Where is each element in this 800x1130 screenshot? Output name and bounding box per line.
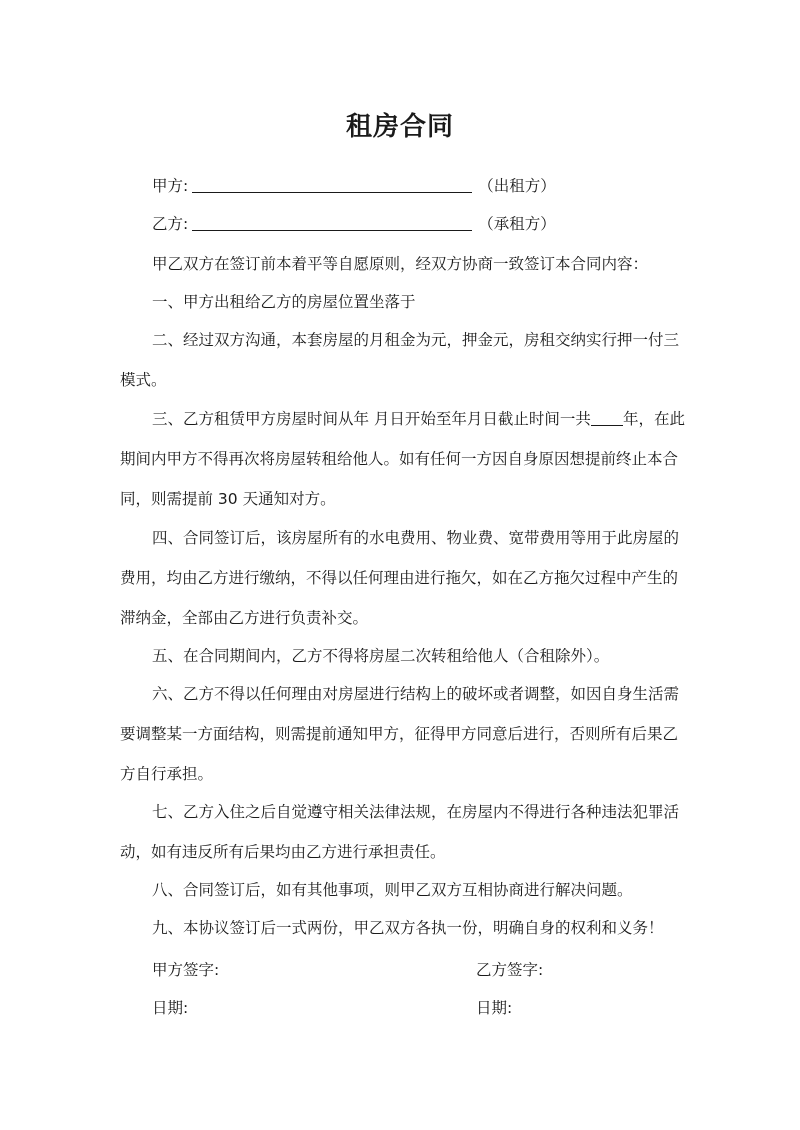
clause-5: 五、在合同期间内，乙方不得将房屋二次转租给他人（合租除外）。 [152,647,610,665]
party-a-blank [192,174,472,193]
party-a-date-label: 日期: [152,999,189,1017]
clause-1: 一、甲方出租给乙方的房屋位置坐落于 [152,293,416,311]
party-a-role: （出租方） [478,177,556,195]
clause-7: 七、乙方入住之后自觉遵守相关法律法规，在房屋内不得进行各种违法犯罪活动，如有违反所有后果均由乙方进行承担责任。 [120,803,680,861]
clause-4: 四、合同签订后，该房屋所有的水电费用、物业费、宽带费用等用于此房屋的费用，均由乙方进行缴纳，不得以任何理由进行拖欠，如在乙方拖欠过程中产生的滞纳金，全部由乙方进行负责补交。 [120,529,680,627]
party-b-signature-label: 乙方签字: [476,961,544,979]
clause-6: 六、乙方不得以任何理由对房屋进行结构上的破坏或者调整，如因自身生活需要调整某一方面结构，则需提前通知甲方，征得甲方同意后进行，否则所有后果乙方自行承担。 [120,685,680,783]
clause-2: 二、经过双方沟通，本套房屋的月租金为元，押金元，房租交纳实行押一付三模式。 [120,331,680,389]
party-a-line [152,174,556,198]
clause-3-years-blank [591,407,623,426]
party-a-label: 甲方: [152,177,189,195]
clause-3-part-b: 年，在此期间内甲方不得再次将房屋转租给他人。如有任何一方因自身原因想提前终止本合同，则需提前 30 天通知对方。 [120,410,685,508]
clause-3-part-a: 三、乙方租赁甲方房屋时间从年 月日开始至年月日截止时间一共 [152,410,591,428]
page-title: 租房合同 [345,112,454,142]
party-b-blank [192,212,472,231]
clause-8: 八、合同签订后，如有其他事项，则甲乙双方互相协商进行解决问题。 [152,881,633,899]
party-b-line [152,212,556,236]
party-b-label: 乙方: [152,215,189,233]
party-a-signature-label: 甲方签字: [152,961,220,979]
clause-9: 九、本协议签订后一式两份，甲乙双方各执一份，明确自身的权利和义务！ [152,919,664,937]
intro-paragraph: 甲乙双方在签订前本着平等自愿原则，经双方协商一致签订本合同内容： [152,255,649,273]
clause-3 [120,399,685,519]
party-b-date-label: 日期: [476,999,513,1017]
party-b-role: （承租方） [478,215,556,233]
